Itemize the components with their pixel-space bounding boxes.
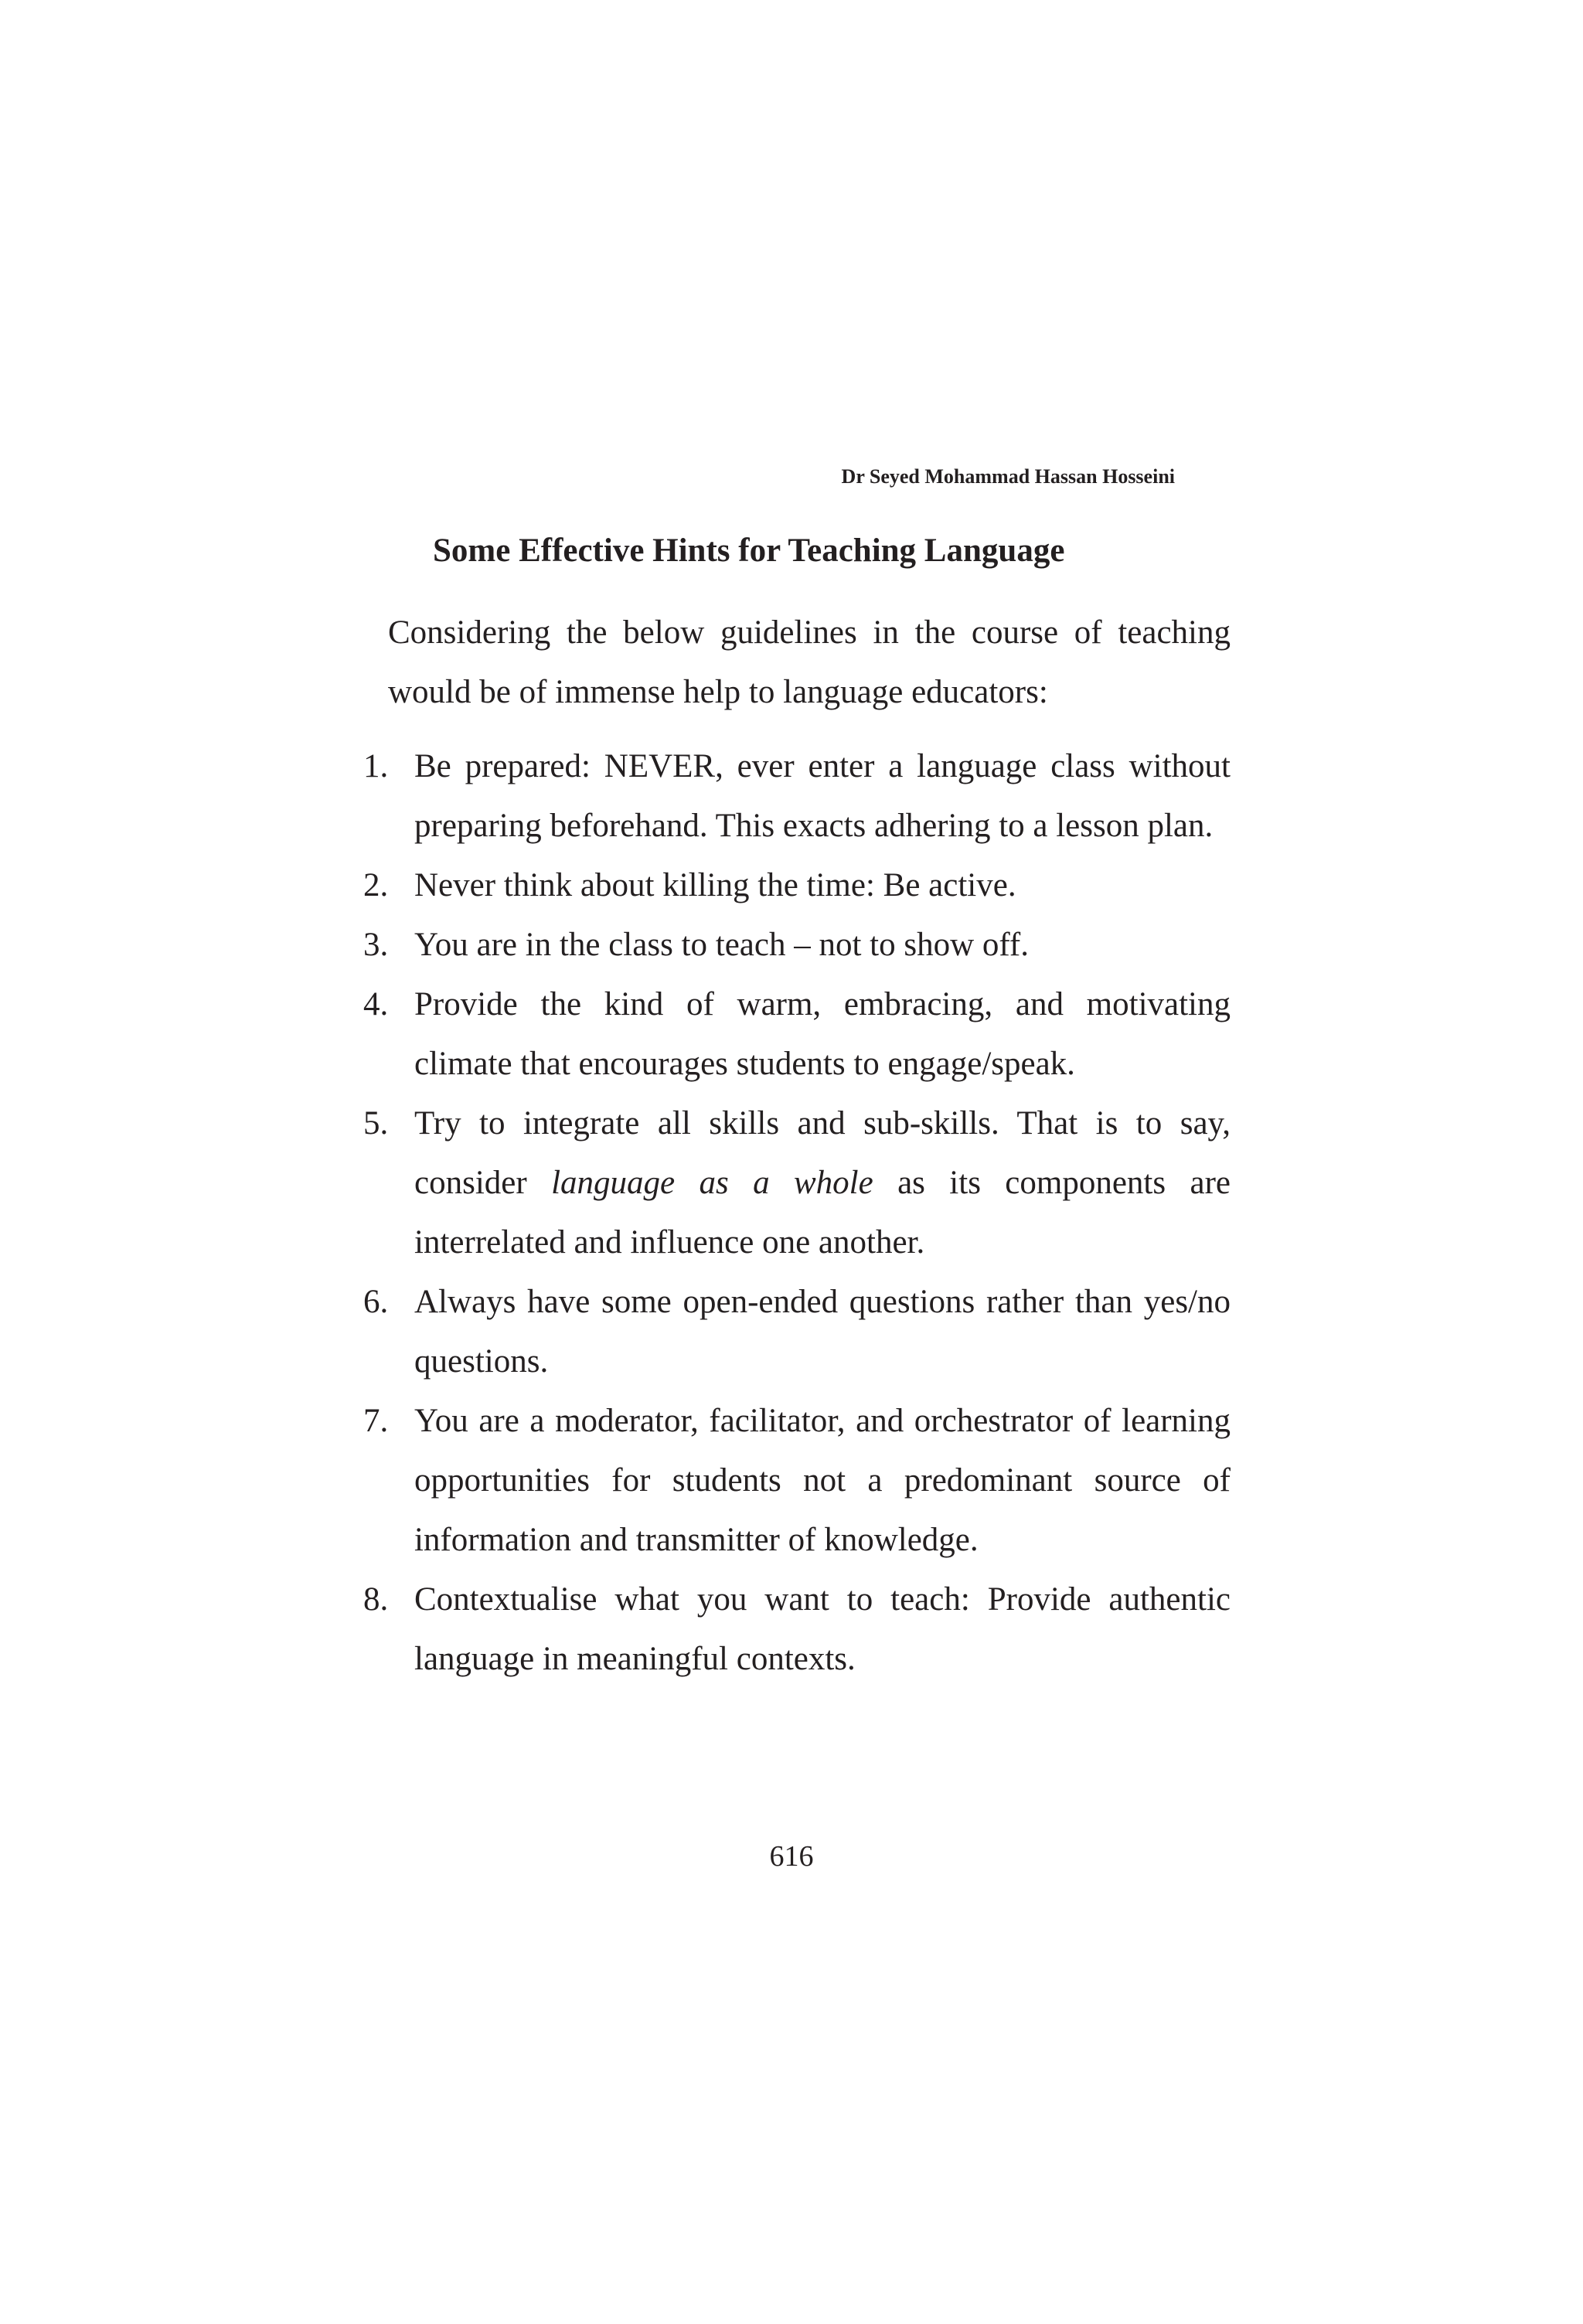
list-item [363, 737, 1231, 856]
list-item-text-end: as its components are interrelated and influence one another. [414, 1165, 1231, 1261]
page-number: 616 [769, 1840, 814, 1873]
list-item-number: 4. [363, 986, 389, 1022]
list-item-text: Be prepared: NEVER, ever enter a language class without preparing beforehand. This exacts adhering to a lesson plan. [414, 748, 1231, 844]
intro-text: Considering the below guidelines in the course of teaching would be of immense help to language educators: [388, 614, 1231, 710]
running-header-author: Dr Seyed Mohammad Hassan Hosseini [841, 465, 1175, 488]
list-item [363, 856, 1231, 915]
list-item [363, 915, 1231, 975]
list-item-text: Never think about killing the time: Be active. [414, 867, 1016, 903]
section-title: Some Effective Hints for Teaching Language [433, 533, 1065, 569]
list-item-text: You are in the class to teach – not to show off. [414, 927, 1029, 963]
list-item [363, 1094, 1231, 1272]
intro-paragraph [388, 603, 1231, 722]
list-item-text: You are a moderator, facilitator, and orchestrator of learning opportunities for students not a predominant source of information and transmitter of knowledge. [414, 1403, 1231, 1558]
list-item-number: 1. [363, 748, 389, 784]
hints-list [363, 737, 1231, 1689]
list-item-number: 6. [363, 1284, 389, 1320]
list-item-number: 8. [363, 1581, 389, 1618]
list-item [363, 1391, 1231, 1570]
emphasis-text: language as a whole [551, 1165, 873, 1201]
list-item [363, 1570, 1231, 1689]
list-item-text [414, 1094, 1231, 1272]
list-item-number: 5. [363, 1105, 389, 1142]
list-item-number: 7. [363, 1403, 389, 1439]
list-item-number: 3. [363, 927, 389, 963]
list-item-number: 2. [363, 867, 389, 903]
list-item-text: Always have some open-ended questions rather than yes/no questions. [414, 1284, 1231, 1380]
list-item-text: Contextualise what you want to teach: Provide authentic language in meaningful contexts. [414, 1581, 1231, 1677]
list-item-text-start: Try to integrate all skills and sub-skills. That is to say, consider [414, 1105, 1231, 1201]
list-item [363, 975, 1231, 1094]
list-item [363, 1272, 1231, 1391]
list-item-text: Provide the kind of warm, embracing, and motivating climate that encourages students to engage/speak. [414, 986, 1231, 1082]
